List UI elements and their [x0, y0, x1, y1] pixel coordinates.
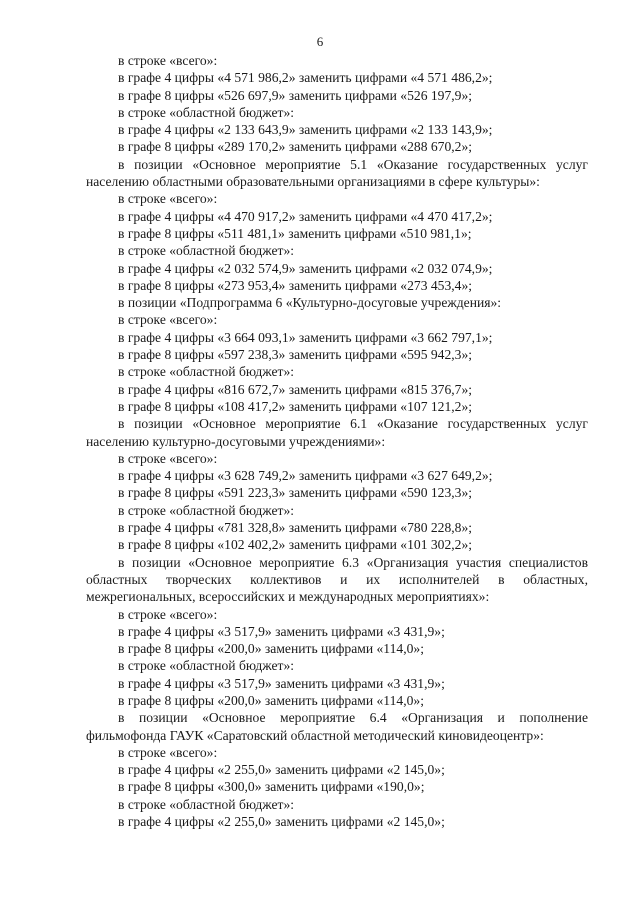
text-line: в строке «областной бюджет»:	[118, 364, 295, 380]
text-line: в строке «всего»:	[118, 450, 218, 466]
text-line: в графе 4 цифры «3 517,9» заменить цифрами «3 431,9»;	[118, 675, 445, 691]
text-line: в строке «областной бюджет»:	[118, 502, 295, 518]
text-line: в графе 8 цифры «591 223,3» заменить цифрами «590 123,3»;	[118, 485, 473, 501]
page-number: 6	[316, 34, 324, 49]
text-line: в строке «областной бюджет»:	[118, 796, 295, 812]
paragraph: в позиции «Основное мероприятие 6.4 «Организация и пополнение фильмофонда ГАУК «Саратовский областной методический киновидеоцентр»:	[86, 710, 588, 743]
document-body	[86, 52, 588, 830]
text-line: в графе 4 цифры «3 628 749,2» заменить цифрами «3 627 649,2»;	[118, 468, 493, 484]
text-line: в графе 4 цифры «2 255,0» заменить цифрами «2 145,0»;	[118, 762, 445, 778]
text-line: в графе 4 цифры «3 517,9» заменить цифрами «3 431,9»;	[118, 623, 445, 639]
text-line: в графе 4 цифры «2 032 574,9» заменить цифрами «2 032 074,9»;	[118, 260, 493, 276]
text-line: в графе 4 цифры «3 664 093,1» заменить цифрами «3 662 797,1»;	[118, 329, 493, 345]
paragraph: в позиции «Основное мероприятие 6.3 «Организация участия специалистов областных творческих коллективов и их исполнителей в областных, межрегиональных, всероссийских и международных мероприятиях»:	[86, 554, 588, 605]
text-line: в строке «всего»:	[118, 191, 218, 207]
text-line: в строке «областной бюджет»:	[118, 658, 295, 674]
text-line: в строке «всего»:	[118, 312, 218, 328]
text-line: в графе 8 цифры «289 170,2» заменить цифрами «288 670,2»;	[118, 139, 473, 155]
paragraph: в позиции «Основное мероприятие 5.1 «Оказание государственных услуг населению областными образовательными организациями в сфере культуры»:	[86, 156, 588, 190]
text-line: в графе 4 цифры «4 470 917,2» заменить цифрами «4 470 417,2»;	[118, 208, 493, 224]
text-line: в графе 8 цифры «108 417,2» заменить цифрами «107 121,2»;	[118, 398, 473, 414]
text-line: в строке «всего»:	[118, 53, 218, 68]
text-line: в графе 8 цифры «300,0» заменить цифрами «190,0»;	[118, 779, 425, 795]
paragraph: в позиции «Основное мероприятие 6.1 «Оказание государственных услуг населению культурно-досуговыми учреждениями»:	[86, 416, 588, 449]
text-line: в графе 4 цифры «816 672,7» заменить цифрами «815 376,7»;	[118, 381, 473, 397]
text-line: в графе 8 цифры «526 697,9» заменить цифрами «526 197,9»;	[118, 87, 473, 103]
text-line: в графе 8 цифры «200,0» заменить цифрами «114,0»;	[118, 692, 424, 708]
text-line: в графе 4 цифры «2 255,0» заменить цифрами «2 145,0»;	[118, 814, 445, 830]
text-line: в строке «областной бюджет»:	[118, 243, 295, 259]
text-line: в графе 8 цифры «511 481,1» заменить цифрами «510 981,1»;	[118, 225, 472, 241]
text-line: в графе 8 цифры «102 402,2» заменить цифрами «101 302,2»;	[118, 537, 473, 553]
text-line: в графе 8 цифры «273 953,4» заменить цифрами «273 453,4»;	[118, 277, 473, 293]
text-line: в графе 4 цифры «781 328,8» заменить цифрами «780 228,8»;	[118, 520, 473, 536]
text-line: в графе 4 цифры «2 133 643,9» заменить цифрами «2 133 143,9»;	[118, 122, 493, 138]
text-line: в графе 8 цифры «597 238,3» заменить цифрами «595 942,3»;	[118, 347, 473, 363]
text-line: в позиции «Подпрограмма 6 «Культурно-досуговые учреждения»:	[118, 295, 502, 311]
text-line: в графе 8 цифры «200,0» заменить цифрами «114,0»;	[118, 641, 424, 657]
text-line: в графе 4 цифры «4 571 986,2» заменить цифрами «4 571 486,2»;	[118, 70, 493, 86]
text-line: в строке «всего»:	[118, 744, 218, 760]
text-line: в строке «всего»:	[118, 606, 218, 622]
text-line: в строке «областной бюджет»:	[118, 104, 295, 120]
